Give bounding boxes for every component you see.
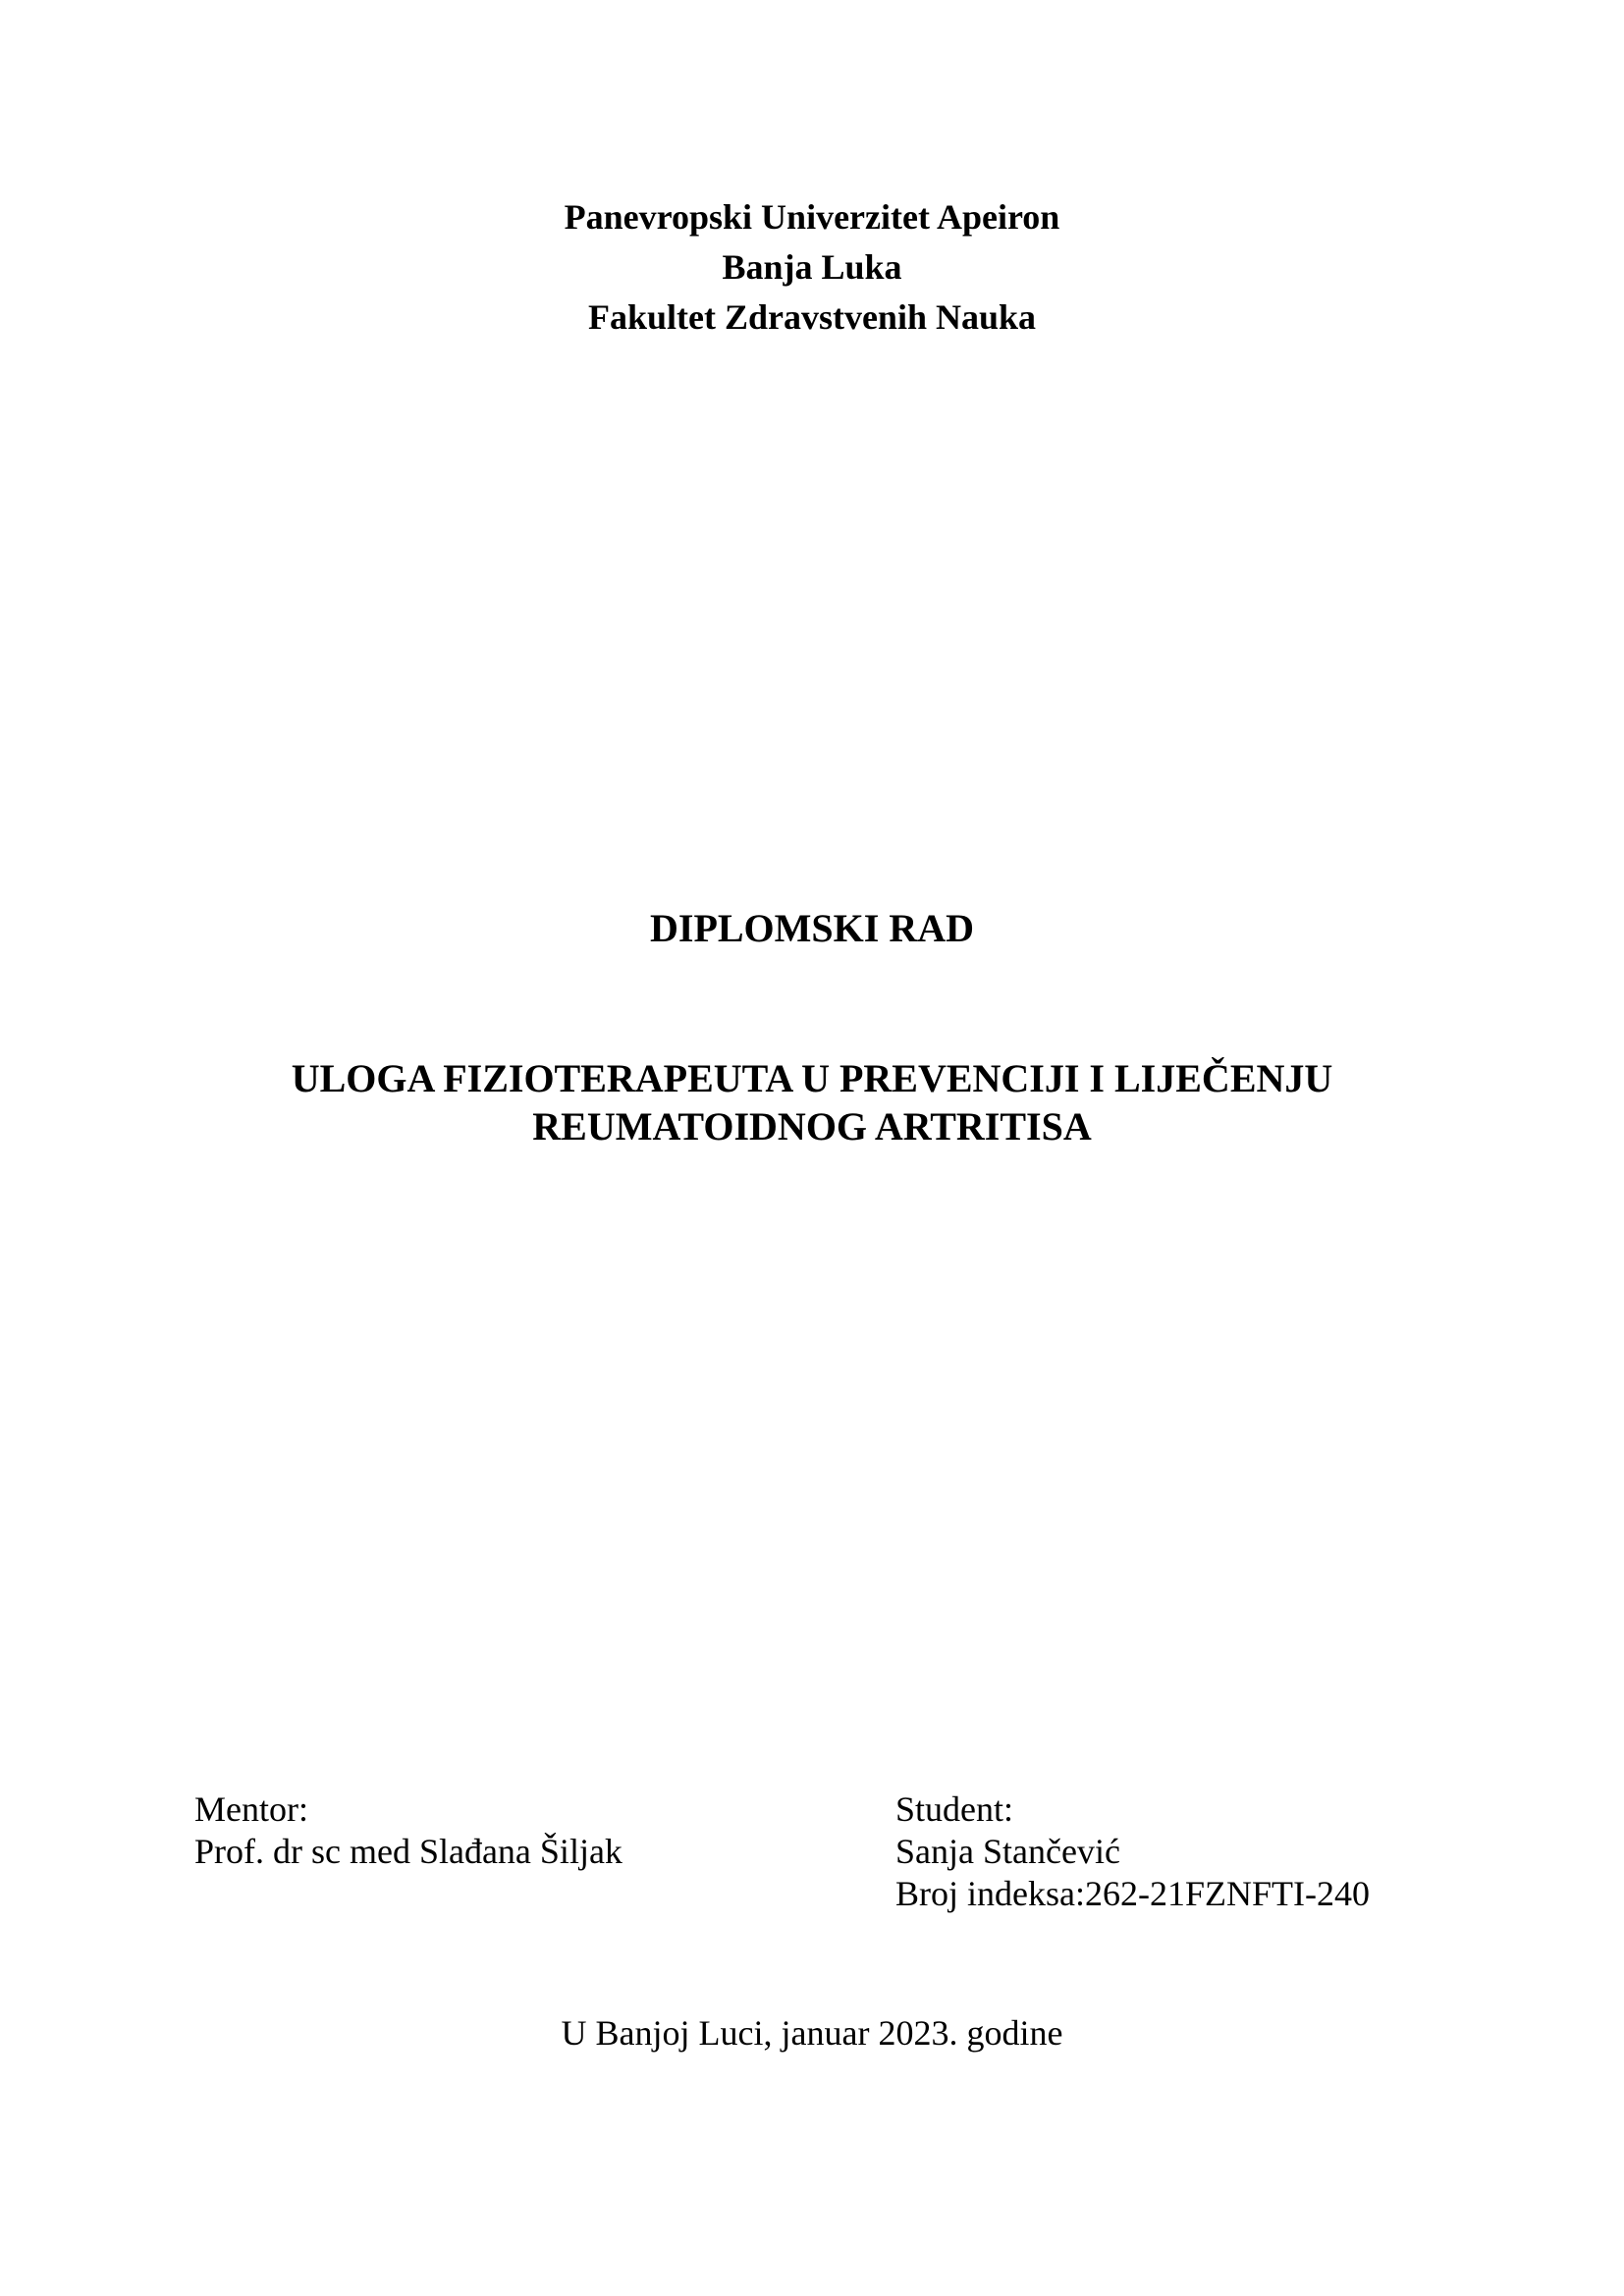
student-index: Broj indeksa:262-21FZNFTI-240 (895, 1874, 1370, 1913)
document-type: DIPLOMSKI RAD (649, 906, 975, 950)
institution-header (0, 192, 1624, 343)
thesis-title-line-1: ULOGA FIZIOTERAPEUTA U PREVENCIJI I LIJEČENJU (291, 1056, 1333, 1100)
thesis-title-line-2: REUMATOIDNOG ARTRITISA (532, 1104, 1092, 1148)
faculty-name: Fakultet Zdravstvenih Nauka (587, 297, 1037, 337)
student-label: Student: (895, 1789, 1014, 1829)
mentor-block (194, 1789, 623, 1873)
city-name: Banja Luka (722, 247, 902, 287)
mentor-name: Prof. dr sc med Slađana Šiljak (194, 1832, 623, 1871)
student-name: Sanja Stančević (895, 1832, 1120, 1871)
student-block (895, 1789, 1370, 1915)
place-and-date: U Banjoj Luci, januar 2023. godine (561, 2013, 1063, 2053)
university-name: Panevropski Univerzitet Apeiron (564, 197, 1060, 237)
thesis-title (0, 1054, 1624, 1150)
mentor-label: Mentor: (194, 1789, 308, 1829)
